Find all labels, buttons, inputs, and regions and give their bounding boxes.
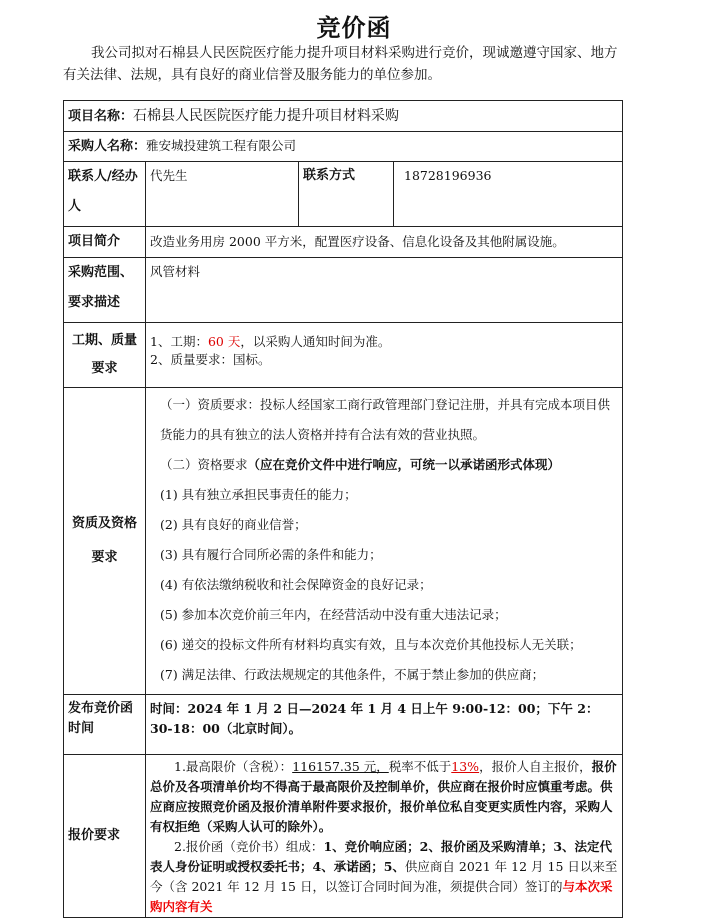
publish-value: 时间：2024 年 1 月 2 日—2024 年 1 月 4 日上午 9:00-12：00；下午 2：30-18：00（北京时间）。	[146, 695, 623, 755]
quote-p2: 2.报价函（竞价书）组成：	[174, 839, 324, 854]
phone-value: 18728196936	[394, 162, 623, 227]
purchaser-value: 雅安城投建筑工程有限公司	[146, 138, 297, 153]
project-name-label: 项目名称：	[68, 108, 134, 124]
intro-label: 项目简介	[64, 227, 146, 258]
intro-paragraph: 我公司拟对石棉县人民医院医疗能力提升项目材料采购进行竞价，现诚邀遵守国家、地方有关法律、法规，具有良好的商业信誉及服务能力的单位参加。	[63, 45, 618, 83]
qualification-item: (2) 具有良好的商业信誉；	[160, 517, 307, 532]
row-period	[64, 323, 623, 388]
phone-label: 联系方式	[299, 162, 394, 227]
contact-label: 联系人/经办人	[64, 162, 146, 227]
qualification-item: (5) 参加本次竞价前三年内，在经营活动中没有重大违法记录；	[160, 607, 507, 622]
qualification-p1: （一）资质要求：投标人经国家工商行政管理部门登记注册，并具有完成本项目供货能力的具有独立的法人资格并持有合法有效的营业执照。	[160, 397, 611, 442]
row-intro	[64, 227, 623, 258]
quote-label: 报价要求	[64, 755, 146, 918]
intro-value: 改造业务用房 2000 平方米，配置医疗设备、信息化设备及其他附属设施。	[146, 227, 623, 258]
row-contact	[64, 162, 623, 227]
qualification-item: (1) 具有独立承担民事责任的能力；	[160, 487, 357, 502]
period-line2: 2、质量要求：国标。	[150, 352, 271, 367]
qualification-p2-bold: （应在竞价文件中进行响应，可统一以承诺函形式体现）	[247, 457, 561, 472]
bid-table	[63, 100, 623, 918]
qualification-item: (3) 具有履行合同所必需的条件和能力；	[160, 547, 382, 562]
qualification-label: 资质及资格要求	[64, 388, 146, 695]
row-scope	[64, 258, 623, 323]
scope-label: 采购范围、要求描述	[64, 258, 146, 323]
page-title: 竞价函	[316, 13, 392, 42]
max-price: 116157.35 元，	[292, 759, 389, 774]
scope-value: 风管材料	[146, 258, 623, 323]
period-label: 工期、质量要求	[64, 323, 146, 388]
contact-value: 代先生	[146, 162, 299, 227]
period-line1-tail: ，以采购人通知时间为准。	[240, 334, 391, 349]
quote-p1: 1.最高限价（含税）：	[174, 759, 293, 774]
qualification-p2: （二）资格要求	[160, 457, 248, 472]
quote-p1-tax: 税率不低于	[388, 759, 452, 774]
qualification-item: (4) 有依法缴纳税收和社会保障资金的良好记录；	[160, 577, 432, 592]
purchaser-label: 采购人名称：	[68, 139, 147, 154]
project-name-value: 石棉县人民医院医疗能力提升项目材料采购	[133, 107, 400, 124]
row-purchaser	[64, 132, 623, 162]
row-qualification	[64, 388, 623, 695]
qualification-item: (7) 满足法律、行政法规规定的其他条件，不属于禁止参加的供应商；	[160, 667, 545, 682]
quote-p1-tail: ，报价人自主报价，	[479, 759, 592, 774]
period-line1: 1、工期：	[150, 334, 208, 349]
qualification-item: (6) 递交的投标文件所有材料均真实有效，且与本次竞价其他投标人无关联；	[160, 637, 582, 652]
quote-p2-text: 供应商自 2021 年 12 月 15 日以来至今（含 2021 年 12 月 15 日，以签订合同时间为准，须提供合同）签订的	[150, 859, 618, 894]
quote-p2-bold: 1、竞价响应函；2、报价函及采购清单；3、法定代表人身份证明或授权委托书；4、承诺函；5、	[150, 839, 613, 874]
row-publish	[64, 695, 623, 755]
row-project-name	[64, 101, 623, 132]
publish-label: 发布竞价函时间	[64, 695, 146, 755]
quote-p1-bold: 报价总价及各项清单价均不得高于最高限价及控制单价，供应商在报价时应慎重考虑。供应商应按照竞价函及报价清单附件要求报价，报价单位私自变更实质性内容，采购人有权拒绝（采购人认可的除外）。	[150, 759, 617, 834]
period-days: 60 天	[207, 334, 241, 349]
row-quote	[64, 755, 623, 918]
tax-rate: 13%	[451, 759, 480, 774]
quote-p2-red: 与本次采购内容有关	[150, 879, 613, 914]
